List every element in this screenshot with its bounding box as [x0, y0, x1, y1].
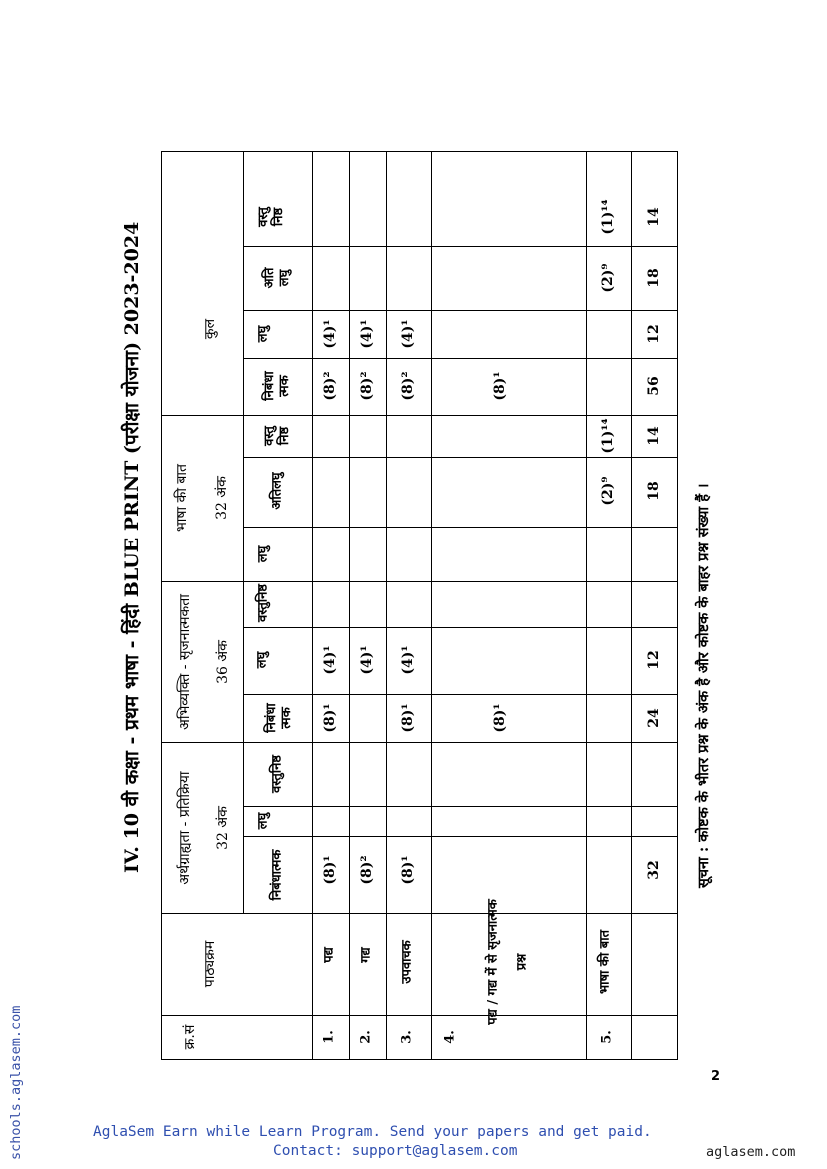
- total-g4-objective: 14: [645, 207, 662, 227]
- row5-g3-objective: (1)¹⁴: [599, 418, 616, 454]
- table-note: सूचना : कोष्टक के भीतर प्रश्न के अंक है और कोष्टक के बाहर प्रश्न संख्या हैं ।: [695, 483, 712, 888]
- header-g3-short: लघु: [255, 545, 271, 563]
- page-number: 2: [711, 1069, 721, 1084]
- row5-topic: भाषा की बात: [597, 930, 613, 994]
- total-g3-objective: 14: [645, 426, 662, 446]
- row2-topic: गद्य: [358, 947, 374, 963]
- footer-promo: AglaSem Earn while Learn Program. Send your papers and get paid.: [93, 1124, 652, 1140]
- header-group1-marks: 32 अंक: [214, 806, 231, 850]
- row3-g4-short: (4)¹: [399, 319, 416, 349]
- row4-g4-essay: (8)¹: [491, 371, 508, 401]
- row1-g2-short: (4)¹: [321, 645, 338, 675]
- header-g3-objective: वस्तु निष्ठ: [262, 426, 292, 446]
- row3-g2-short: (4)¹: [399, 645, 416, 675]
- header-g3-very-short: अतिलघु: [269, 472, 285, 510]
- row5-no: 5.: [599, 1030, 615, 1044]
- row2-no: 2.: [358, 1030, 374, 1044]
- header-g4-short: लघु: [255, 325, 271, 343]
- row1-g2-essay: (8)¹: [321, 703, 338, 733]
- header-g4-very-short: अति लघु: [262, 267, 292, 289]
- row1-g1-essay: (8)¹: [321, 855, 338, 885]
- header-group2-title: अभिव्यक्ति - सृजनात्मकता: [176, 594, 193, 730]
- page-title: IV. 10 वी कक्षा - प्रथम भाषा - हिंदी BLUE PRINT (परीक्षा योजना) 2023-2024: [121, 221, 143, 873]
- row1-topic: पद्य: [321, 947, 337, 963]
- row3-g4-essay: (8)²: [399, 371, 416, 401]
- side-watermark: schools.aglasem.com: [8, 1005, 24, 1160]
- footer-contact[interactable]: Contact: support@aglasem.com: [273, 1143, 518, 1159]
- total-g2-short: 12: [645, 650, 662, 670]
- row3-g2-essay: (8)¹: [399, 703, 416, 733]
- header-g1-essay: निबंधात्मक: [269, 849, 285, 901]
- row3-g1-essay: (8)¹: [399, 855, 416, 885]
- row4-g2-essay: (8)¹: [491, 703, 508, 733]
- row2-g4-essay: (8)²: [358, 371, 375, 401]
- row2-g2-short: (4)¹: [358, 645, 375, 675]
- row5-g4-objective: (1)¹⁴: [599, 199, 616, 235]
- total-g1-essay: 32: [645, 860, 662, 880]
- row3-no: 3.: [399, 1030, 415, 1044]
- total-g2-essay: 24: [645, 708, 662, 728]
- header-g2-short: लघु: [254, 651, 270, 669]
- total-g3-very-short: 18: [645, 481, 662, 501]
- row5-g3-very-short: (2)⁹: [599, 476, 616, 506]
- footer-site[interactable]: aglasem.com: [706, 1144, 796, 1160]
- header-g1-objective: वस्तुनिष्ठ: [269, 755, 285, 793]
- header-group3-marks: 32 अंक: [213, 476, 230, 520]
- row1-g4-short: (4)¹: [321, 319, 338, 349]
- total-g4-short: 12: [645, 324, 662, 344]
- header-g2-objective: वस्तुनिष्ठ: [255, 584, 271, 622]
- row2-g1-essay: (8)²: [358, 855, 375, 885]
- row4-no: 4.: [442, 1030, 458, 1044]
- header-sr: क्र.सं: [181, 1024, 198, 1050]
- total-g4-very-short: 18: [645, 268, 662, 288]
- header-group2-marks: 36 अंक: [214, 640, 231, 684]
- row5-g4-very-short: (2)⁹: [599, 263, 616, 293]
- header-group3-title: भाषा की बात: [173, 463, 190, 533]
- row3-topic: उपवाचक: [399, 940, 415, 984]
- header-g1-short: लघु: [255, 812, 271, 830]
- row1-g4-essay: (8)²: [321, 371, 338, 401]
- header-g4-essay: निबंधा त्मक: [262, 371, 292, 401]
- header-group1-title: अर्थग्राह्यता - प्रतिक्रिया: [176, 771, 193, 885]
- total-g4-essay: 56: [645, 376, 662, 396]
- row2-g4-short: (4)¹: [358, 319, 375, 349]
- header-g2-essay: निबंधा त्मक: [264, 703, 294, 733]
- row1-no: 1.: [321, 1030, 337, 1044]
- header-g4-objective: वस्तु निष्ठ: [256, 207, 286, 227]
- header-group4-title: कुल: [201, 318, 218, 340]
- header-syllabus: पाठ्यक्रम: [201, 940, 218, 988]
- row4-topic: पद्य / गद्य में से सृजनात्मक प्रश्न: [485, 899, 529, 1025]
